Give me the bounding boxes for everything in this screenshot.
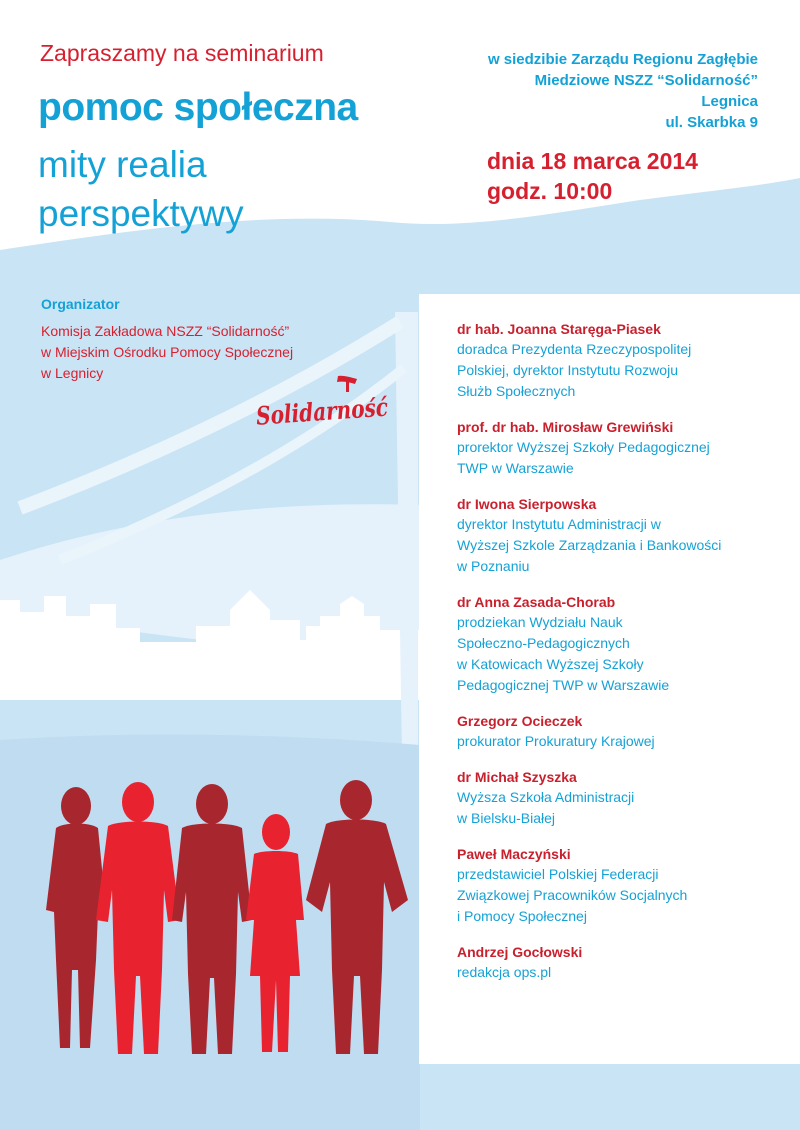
speaker-role-line: redakcja ops.pl [457,964,552,980]
speaker-role-line: TWP w Warszawie [457,460,574,476]
organizer-line: Komisja Zakładowa NSZZ “Solidarność” [41,323,290,339]
speaker-role-line: prokurator Prokuratury Krajowej [457,733,655,749]
venue-street: ul. Skarbka 9 [665,114,758,131]
speaker-role-line: Społeczno-Pedagogicznych [457,635,630,651]
silhouette-person [306,780,408,1054]
speaker-role-line: Służb Społecznych [457,383,576,399]
speaker [457,942,787,983]
speaker-name: Paweł Maczyński [457,846,571,862]
speaker-name: dr hab. Joanna Staręga-Piasek [457,321,661,337]
speaker [457,844,787,927]
seminar-subtitle-line1: mity realia [38,144,207,185]
speaker-role-line: doradca Prezydenta Rzeczypospolitej [457,341,692,357]
silhouette-person [246,814,304,1052]
speaker-role-line: przedstawiciel Polskiej Federacji [457,866,659,882]
speaker-name: dr Michał Szyszka [457,769,577,785]
event-time: godz. 10:00 [487,178,613,204]
speaker-role-line: dyrektor Instytutu Administracji w [457,516,661,532]
seminar-subtitle-line2: perspektywy [38,193,244,234]
speaker [457,417,787,479]
venue-line: w siedzibie Zarządu Regionu Zagłębie [487,51,758,68]
venue-city: Legnica [701,93,758,110]
speaker-name: Andrzej Gocłowski [457,944,583,960]
speaker-name: dr Anna Zasada-Chorab [457,594,616,610]
speaker [457,711,787,752]
seminar-topic: pomoc społeczna [38,86,358,129]
speaker-role-line: w Poznaniu [457,558,530,574]
organizer-line: w Miejskim Ośrodku Pomocy Społecznej [41,344,294,360]
event-date: dnia 18 marca 2014 [487,148,698,174]
invite-line: Zapraszamy na seminarium [40,40,324,66]
speaker [457,767,787,829]
speaker-role-line: i Pomocy Społecznej [457,908,587,924]
speaker-role-line: prodziekan Wydziału Nauk [457,614,623,630]
silhouette-person [96,782,180,1054]
speaker-role-line: w Katowicach Wyższej Szkoły [457,656,644,672]
organizer-line: w Legnicy [41,365,104,381]
logo-text: Solidarność [255,390,422,431]
speaker-role-line: Wyższej Szkole Zarządzania i Bankowości [457,537,722,553]
solidarnosc-logo [254,376,422,431]
speaker-role-line: w Bielsku-Białej [457,810,556,826]
speakers-list [457,319,787,998]
venue-line: Miedziowe NSZZ “Solidarność” [534,72,758,89]
organizer-label: Organizator [41,296,120,312]
speaker-role-line: Wyższa Szkoła Administracji [457,789,635,805]
venue-block [488,49,758,133]
speaker-name: Grzegorz Ocieczek [457,713,583,729]
speaker-name: dr Iwona Sierpowska [457,496,597,512]
speaker [457,592,787,696]
speaker-role-line: prorektor Wyższej Szkoły Pedagogicznej [457,439,710,455]
people-silhouettes [0,770,420,1070]
speaker [457,319,787,402]
speaker-role-line: Pedagogicznej TWP w Warszawie [457,677,670,693]
date-block [487,146,698,206]
speaker-role-line: Związkowej Pracowników Socjalnych [457,887,688,903]
speaker-role-line: Polskiej, dyrektor Instytutu Rozwoju [457,362,678,378]
speaker-name: prof. dr hab. Mirosław Grewiński [457,419,674,435]
organizer-name [41,321,293,384]
silhouette-person [172,784,252,1054]
speaker [457,494,787,577]
